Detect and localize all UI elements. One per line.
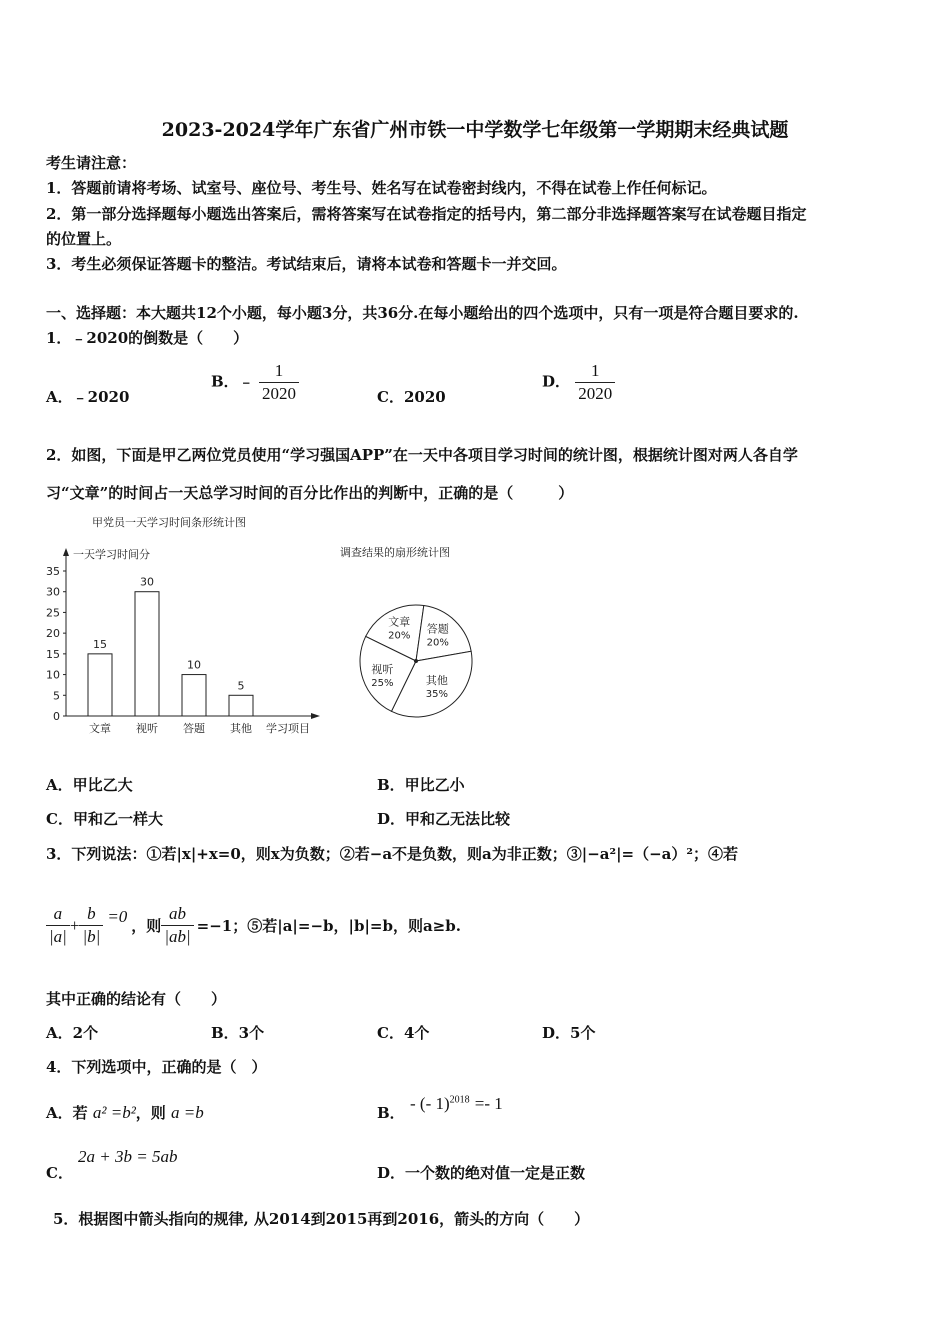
bar-文章 [88,654,112,716]
q3-frac-a-den: |a| [49,927,67,946]
q1-option-d[interactable] [542,360,615,405]
q4-a-conclusion: a =b [171,1103,204,1122]
q3-frac-ab-den: |ab| [164,927,191,946]
q3-fraction-b [79,903,103,948]
q4-a-then: ，则 [135,1104,166,1122]
q4-option-b-expression [410,1094,503,1114]
q3-condition-line [46,903,461,948]
q1-option-b-sign: ﹣ [238,372,254,391]
q3-frac-b-num: b [79,903,103,926]
q4-b-exponent: 2018 [449,1094,470,1106]
q1-b-numerator: 1 [259,360,299,383]
y-tick-label: 20 [46,627,60,641]
pie-center-dot [414,659,418,663]
x-axis-arrow [311,713,320,719]
q1-option-b-fraction [259,360,299,405]
q4-a-label: A．若 [46,1104,88,1122]
pie-slice-percent: 35% [425,689,448,701]
bar-chart-title: 甲党员一天学习时间条形统计图 [92,516,246,529]
section-heading: 一、选择题：本大题共12个小题，每小题3分，共36分.在每小题给出的四个选项中，只有一项是符合题目要求的. [46,304,799,322]
page-title: 2023-2024学年广东省广州市铁一中学数学七年级第一学期期末经典试题 [161,119,789,141]
pie-slice-label: 视听 [371,663,394,677]
pie-slice-percent: 25% [371,678,394,690]
q1-option-b-label: B． [211,372,239,391]
notice-item-2b: 的位置上。 [46,230,122,248]
q4-a-expression: a² =b² [92,1103,136,1122]
q4-b-base: - (- 1) [410,1094,450,1113]
q3-rest: =−1；⑤若|a|=−b，|b|=b，则a≥b. [196,917,461,935]
y-tick-label: 15 [46,647,60,661]
q3-option-b[interactable]: B．3个 [211,1024,265,1042]
q4-option-c-expression: 2a + 3b = 5ab [78,1147,178,1166]
q2-option-b[interactable]: B．甲比乙小 [377,776,465,794]
bar-视听 [135,592,159,716]
notice-item-3: 3．考生必须保证答题卡的整洁。考试结束后，请将本试卷和答题卡一并交回。 [46,255,567,273]
q2-option-c[interactable]: C．甲和乙一样大 [46,810,163,828]
bar-其他 [229,695,253,716]
pie-slice-percent: 20% [426,637,449,649]
y-tick-label: 35 [46,565,60,578]
q2-option-d[interactable]: D．甲和乙无法比较 [377,810,511,828]
x-tick-label: 文章 [89,722,111,735]
y-tick-label: 30 [46,585,60,599]
q1-stem: 1．﹣2020的倒数是（ ） [46,329,249,347]
q3-frac-b-den: |b| [82,927,101,946]
q1-option-a[interactable]: A．﹣2020 [46,388,130,406]
notice-item-2a: 2．第一部分选择题每小题选出答案后，需将答案写在试卷指定的括号内，第二部分非选择题答案写在试卷题目指定 [46,205,807,223]
q4-b-equals: =- 1 [474,1094,503,1113]
q1-d-numerator: 1 [575,360,615,383]
q3-plus: + [69,915,80,935]
q1-option-b[interactable] [211,360,299,405]
pie-chart-title: 调查结果的扇形统计图 [340,546,450,559]
q5-stem: 5．根据图中箭头指向的规律, 从2014到2015再到2016，箭头的方向（ ） [53,1210,590,1228]
q1-option-d-fraction [575,360,615,405]
q1-b-denominator: 2020 [261,384,296,403]
q1-d-denominator: 2020 [578,384,613,403]
bar-value-label: 15 [93,637,107,651]
notice-item-1: 1．答题前请将考场、试室号、座位号、考生号、姓名写在试卷密封线内，不得在试卷上作任何标记。 [46,179,717,197]
bar-chart-xlabel: 学习项目 [266,722,310,735]
bar-value-label: 10 [187,658,201,672]
q3-frac-a-num: a [46,903,70,926]
y-tick-label: 10 [46,668,60,682]
pie-chart [335,540,495,725]
x-tick-label: 答题 [183,722,205,735]
q4-stem: 4．下列选项中，正确的是（ ） [46,1058,267,1076]
y-tick-label: 0 [53,710,60,723]
pie-slice-percent: 20% [388,630,411,642]
q3-equals-zero: =0 [107,906,128,926]
q3-then: ，则 [131,917,162,935]
pie-slice-label: 其他 [425,674,448,688]
q3-stem: 3．下列说法：①若|x|+x=0，则x为负数；②若−a不是负数，则a为非正数；③|−a²|=（−a）²；④若 [46,845,738,863]
q3-conclusion: 其中正确的结论有（ ） [46,990,227,1008]
y-axis-arrow [63,548,69,556]
q4-option-c-label[interactable]: C． [46,1164,73,1182]
q1-option-c[interactable]: C．2020 [377,388,446,406]
y-tick-label: 5 [53,689,60,703]
pie-slice-label: 文章 [388,615,411,629]
bar-答题 [182,675,206,716]
q4-option-a[interactable] [46,1102,204,1123]
pie-slice-label: 答题 [426,622,449,636]
x-tick-label: 其他 [230,722,252,735]
q4-option-d[interactable]: D．一个数的绝对值一定是正数 [377,1164,586,1182]
q2-option-a[interactable]: A．甲比乙大 [46,776,133,794]
q2-stem-line2: 习“文章”的时间占一天总学习时间的百分比作出的判断中，正确的是（ ） [46,484,574,502]
y-tick-label: 25 [46,606,60,620]
q3-option-d[interactable]: D．5个 [542,1024,596,1042]
bar-chart-ylabel: 一天学习时间分 [73,548,150,561]
q3-option-c[interactable]: C．4个 [377,1024,430,1042]
q4-option-b-label[interactable]: B． [377,1104,405,1122]
q2-stem-line1: 2．如图，下面是甲乙两位党员使用“学习强国APP”在一天中各项目学习时间的统计图，根据统计图对两人各自学 [46,446,798,464]
bar-value-label: 30 [140,575,154,589]
x-tick-label: 视听 [136,722,158,735]
q3-option-a[interactable]: A．2个 [46,1024,99,1042]
bar-value-label: 5 [237,679,245,693]
q3-fraction-ab [161,903,193,948]
bar-chart [40,510,330,745]
notice-heading: 考生请注意： [46,154,137,172]
q1-option-d-label: D． [542,372,571,391]
q3-frac-ab-num: ab [161,903,193,926]
q3-fraction-a [46,903,70,948]
